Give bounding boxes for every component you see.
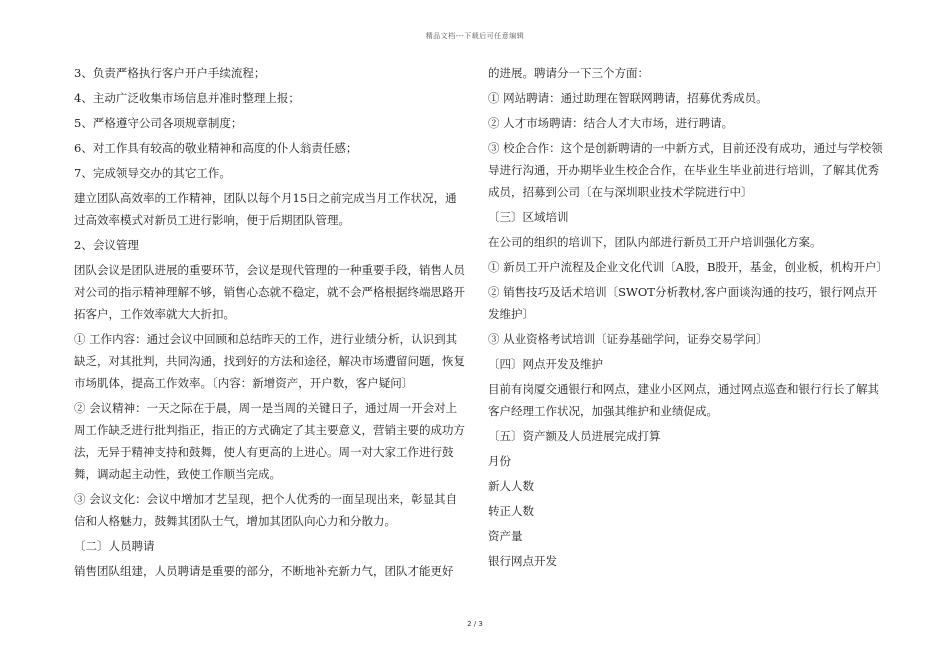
paragraph: ③ 校企合作：这个是创新聘请的一中新方式，目前还没有成功，通过与学校领导进行沟通，开办期毕业生校企合作，在毕业生毕业前进行培训，了解其优秀成员，招募到公司〔在与深圳职业技术学院进行中〕 [488, 141, 883, 199]
paragraph: ② 人才市场聘请：结合人才大市场，进行聘请。 [488, 116, 734, 130]
paragraph: ① 工作内容：通过会议中回顾和总结昨天的工作，进行业绩分析，认识到其缺乏，对其批判，共同沟通，找到好的方法和途径，解决市场遭留问题，恢复市场肌体，提高工作效率。〔内容：新增资产，开户数，客户疑问〕 [74, 332, 465, 390]
section-heading: 〔四〕网点开发及维护 [488, 357, 603, 371]
paragraph: 的进展。聘请分一下三个方面： [488, 66, 649, 80]
paragraph: ③ 从业资格考试培训〔证券基础学问，证券交易学问〕 [488, 332, 768, 346]
paragraph: 目前有岗厦交通银行和网点，建业小区网点，通过网点巡查和银行行长了解其客户经理工作状况，加强其维护和业绩促成。 [488, 382, 879, 418]
paragraph: 3、负责严格执行客户开户手续流程； [74, 66, 266, 80]
list-item: 月份 [488, 454, 511, 468]
paragraph: ② 会议精神：一天之际在于晨，周一是当周的关键日子，通过周一开会对上周工作缺乏进行批判指正，指正的方式确定了其主要意义，营销主要的成功方法，无异于精神支持和鼓舞，使人有更高的上进心。周一对大家工作进行鼓舞，调动起主动性，致使工作顺当完成。 [74, 401, 465, 481]
paragraph: 6、对工作具有较高的敬业精神和高度的仆人翁责任感； [74, 141, 358, 155]
list-item: 银行网点开发 [488, 554, 557, 568]
page-header: 精品文档---下载后可任意编辑 [425, 32, 525, 40]
list-item: 转正人数 [488, 504, 534, 518]
paragraph: 4、主动广泛收集市场信息并准时整理上报； [74, 91, 300, 105]
paragraph: 5、严格遵守公司各项规章制度； [74, 116, 243, 130]
paragraph: 团队会议是团队进展的重要环节，会议是现代管理的一种重要手段，销售人员对公司的指示精神理解不够，销售心态就不稳定，就不会严格根据终端思路开拓客户，工作效率就大大折扣。 [74, 263, 465, 321]
section-heading: 〔五〕资产额及人员进展完成打算 [488, 429, 661, 443]
paragraph: 7、完成领导交办的其它工作。 [74, 166, 231, 180]
paragraph: 在公司的组织的培训下，团队内部进行新员工开户培训强化方案。 [488, 235, 822, 249]
right-column [488, 62, 888, 575]
list-item: 新人人数 [488, 479, 534, 493]
paragraph: 建立团队高效率的工作精神，团队以每个月15日之前完成当月工作状况，通过高效率模式对新员工进行影响，便于后期团队管理。 [74, 191, 457, 227]
page-number: 2 / 3 [467, 620, 483, 628]
paragraph: ① 网站聘请：通过助理在智联网聘请，招募优秀成员。 [488, 91, 768, 105]
paragraph: 销售团队组建，人员聘请是重要的部分，不断地补充新力气，团队才能更好 [74, 564, 454, 578]
list-item: 资产量 [488, 529, 523, 543]
section-heading: 〔三〕区域培训 [488, 210, 569, 224]
section-heading: 2、会议管理 [74, 238, 139, 252]
left-column [74, 62, 466, 585]
paragraph: ① 新员工开户流程及企业文化代训〔A股，B股开，基金，创业板，机构开户〕 [488, 260, 888, 274]
paragraph: ② 销售技巧及话术培训〔SWOT分析教材,客户面谈沟通的技巧，银行网点开发维护〕 [488, 285, 878, 321]
section-heading: 〔二〕人员聘请 [74, 539, 155, 553]
paragraph: ③ 会议文化：会议中增加才艺呈现，把个人优秀的一面呈现出来，彰显其自信和人格魅力，鼓舞其团队士气，增加其团队向心力和分散力。 [74, 492, 458, 528]
